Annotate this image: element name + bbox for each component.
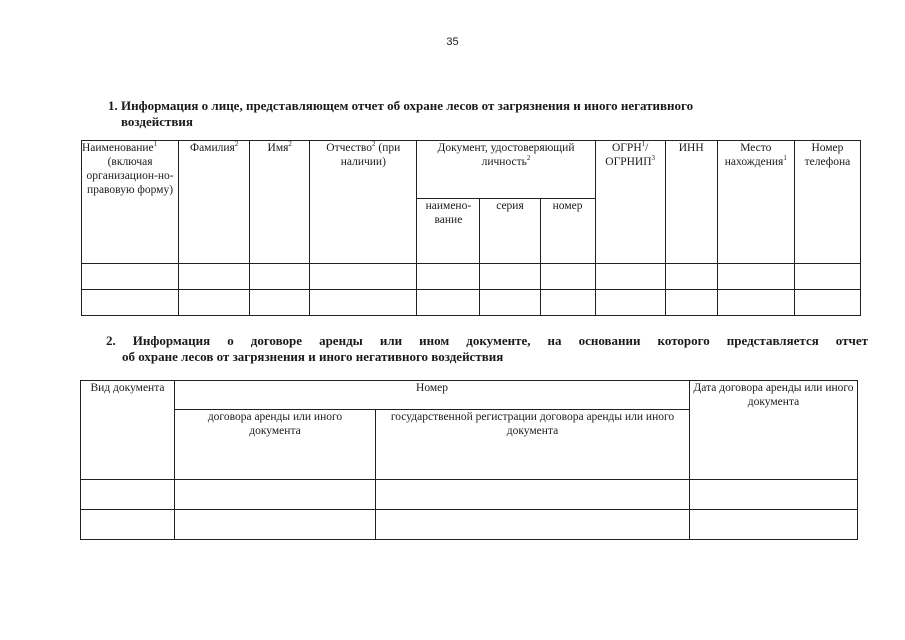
cell-phone[interactable] [794,290,860,316]
section-2-title-line1: 2. Информация о договоре аренды или ином документе, на основании которого представляется отчет [106,333,868,348]
header-id-document: Документ, удостоверяющий личность$^2$ [417,141,595,199]
table-row [82,290,861,316]
header-doc-name: наимено-вание [417,199,480,264]
cell-firstname[interactable] [250,264,310,290]
section-2-title-line2: об охране лесов от загрязнения и иного негативного воздействия [122,349,504,364]
header-inn: ИНН [665,141,717,264]
cell-contract-date[interactable] [690,510,858,540]
cell-name[interactable] [82,264,179,290]
cell-patronymic[interactable] [310,290,417,316]
header-firstname: Имя$^2$ [250,141,310,264]
header-phone: Номер телефона [794,141,860,264]
cell-doc-number[interactable] [540,264,595,290]
cell-doc-type[interactable] [81,480,175,510]
header-doc-series: серия [480,199,540,264]
cell-phone[interactable] [794,264,860,290]
cell-doc-series[interactable] [480,290,540,316]
header-name: Наименование$^1$ (включая организацион-но-правовую форму) [82,141,179,264]
header-registration-number: государственной регистрации договора аренды или иного документа [376,410,690,480]
cell-name[interactable] [82,290,179,316]
cell-doc-type[interactable] [81,510,175,540]
section-2-heading [106,333,868,365]
header-number: Номер [175,381,690,410]
cell-firstname[interactable] [250,290,310,316]
header-contract-date: Дата договора аренды или иного документа [690,381,858,480]
page-number: 35 [446,36,459,48]
cell-location[interactable] [717,290,794,316]
header-surname: Фамилия$^2$ [179,141,250,264]
table-row [82,264,861,290]
cell-ogrn[interactable] [595,290,665,316]
cell-surname[interactable] [179,290,250,316]
lease-document-table [80,380,858,540]
cell-doc-number[interactable] [540,290,595,316]
header-doc-number: номер [540,199,595,264]
cell-lease-number[interactable] [175,480,376,510]
section-1-title-line1: 1. Информация о лице, представляющем отчет об охране лесов от загрязнения и иного негативного [108,98,694,113]
cell-inn[interactable] [665,264,717,290]
person-info-table [81,140,861,316]
table-row [81,510,858,540]
cell-registration-number[interactable] [376,480,690,510]
cell-surname[interactable] [179,264,250,290]
cell-registration-number[interactable] [376,510,690,540]
cell-doc-name[interactable] [417,264,480,290]
cell-lease-number[interactable] [175,510,376,540]
header-location: Место нахождения$^1$ [717,141,794,264]
cell-doc-series[interactable] [480,264,540,290]
section-1-heading [108,98,828,130]
header-ogrn: ОГРН$^1$/ ОГРНИП$^3$ [595,141,665,264]
header-patronymic: Отчество$^2$ (при наличии) [310,141,417,264]
table-row [81,480,858,510]
section-1-title-line2: воздействия [121,114,193,129]
header-lease-number: договора аренды или иного документа [175,410,376,480]
cell-patronymic[interactable] [310,264,417,290]
cell-inn[interactable] [665,290,717,316]
cell-ogrn[interactable] [595,264,665,290]
cell-doc-name[interactable] [417,290,480,316]
cell-location[interactable] [717,264,794,290]
cell-contract-date[interactable] [690,480,858,510]
header-doc-type: Вид документа [81,381,175,480]
